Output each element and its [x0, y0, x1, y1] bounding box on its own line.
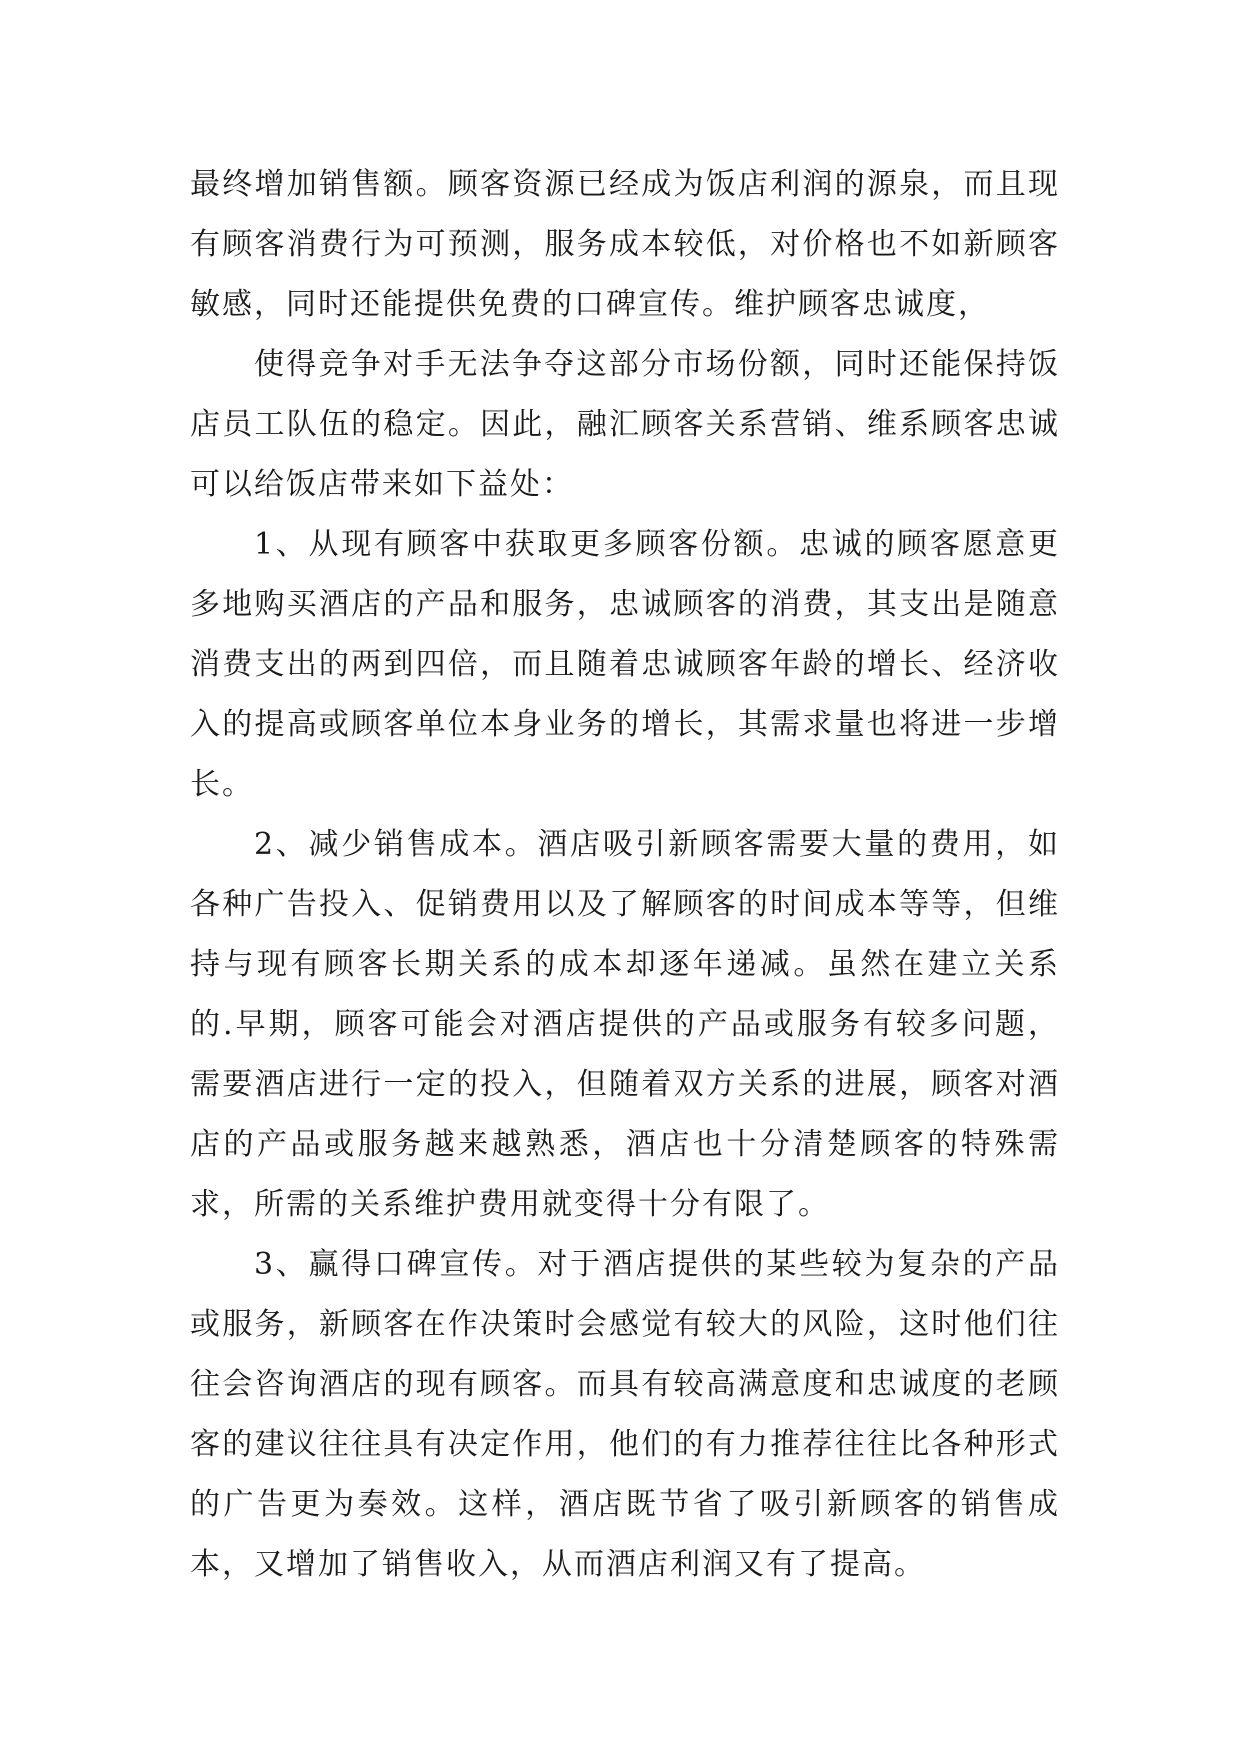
paragraph-5: 3、赢得口碑宣传。对于酒店提供的某些较为复杂的产品或服务，新顾客在作决策时会感觉有较大的风险，这时他们往往会咨询酒店的现有顾客。而具有较高满意度和忠诚度的老顾客的建议往往具有决定作用，他们的有力推荐往往比各种形式的广告更为奏效。这样，酒店既节省了吸引新顾客的销售成本，又增加了销售收入，从而酒店利润又有了提高。 — [190, 1247, 1060, 1582]
paragraph-3: 1、从现有顾客中获取更多顾客份额。忠诚的顾客愿意更多地购买酒店的产品和服务，忠诚顾客的消费，其支出是随意消费支出的两到四倍，而且随着忠诚顾客年龄的增长、经济收入的提高或顾客单位本身业务的增长，其需求量也将进一步增长。 — [190, 527, 1060, 802]
document-body — [190, 155, 1060, 1595]
paragraph-1: 最终增加销售额。顾客资源已经成为饭店利润的源泉，而且现有顾客消费行为可预测，服务成本较低，对价格也不如新顾客敏感，同时还能提供免费的口碑宣传。维护顾客忠诚度， — [190, 167, 1060, 322]
paragraph-2: 使得竞争对手无法争夺这部分市场份额，同时还能保持饭店员工队伍的稳定。因此，融汇顾客关系营销、维系顾客忠诚可以给饭店带来如下益处： — [190, 347, 1060, 502]
paragraph-4: 2、减少销售成本。酒店吸引新顾客需要大量的费用，如各种广告投入、促销费用以及了解顾客的时间成本等等，但维持与现有顾客长期关系的成本却逐年递减。虽然在建立关系的.早期，顾客可能会对酒店提供的产品或服务有较多问题，需要酒店进行一定的投入，但随着双方关系的进展，顾客对酒店的产品或服务越来越熟悉，酒店也十分清楚顾客的特殊需求，所需的关系维护费用就变得十分有限了。 — [190, 827, 1060, 1222]
